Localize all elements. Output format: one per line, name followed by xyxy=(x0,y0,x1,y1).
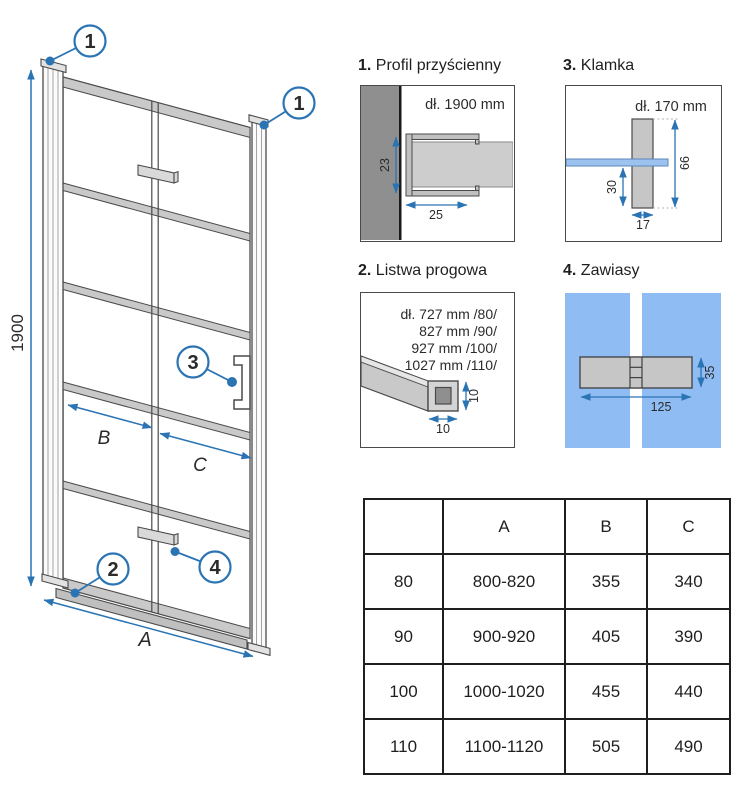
handle-length-label: dł. 170 mm xyxy=(635,99,707,115)
hinge-height-label: 35 xyxy=(703,365,717,380)
leaf-dimension-b-label: B xyxy=(97,428,111,449)
hinge-diagram xyxy=(565,293,721,448)
detail-3-number: 3. xyxy=(563,57,577,74)
handle-diagram xyxy=(566,86,720,240)
table-cell: 340 xyxy=(647,554,730,609)
table-cell: 100 xyxy=(364,664,443,719)
detail-4-box xyxy=(565,293,721,448)
handle-total-label: 66 xyxy=(678,156,692,170)
threshold-diagram xyxy=(361,293,513,446)
handle-lower-dimension xyxy=(605,168,623,206)
detail-2-box xyxy=(360,292,515,448)
table-cell: 110 xyxy=(364,719,443,774)
height-dimension-label: 1900 xyxy=(8,314,27,352)
detail-1-box xyxy=(360,85,515,242)
size-table-header-model xyxy=(364,499,443,554)
table-row xyxy=(364,609,730,664)
callout-1-left-number: 1 xyxy=(84,31,96,53)
table-cell: 390 xyxy=(647,609,730,664)
table-cell: 440 xyxy=(647,664,730,719)
table-cell: 90 xyxy=(364,609,443,664)
table-cell: 1000-1020 xyxy=(443,664,565,719)
handle-width-label: 17 xyxy=(636,218,650,232)
detail-3-label: Klamka xyxy=(580,57,635,74)
detail-3-box xyxy=(565,85,722,242)
callout-1-right-number: 1 xyxy=(293,93,305,115)
callout-4-number: 4 xyxy=(209,557,221,579)
door-drawing xyxy=(0,0,345,690)
glass-panel xyxy=(412,142,513,187)
table-cell: 505 xyxy=(565,719,647,774)
detail-1-number: 1. xyxy=(358,57,372,74)
table-cell: 455 xyxy=(565,664,647,719)
detail-4-title xyxy=(563,262,639,280)
callout-3-number: 3 xyxy=(187,352,199,374)
threshold-height-label: 10 xyxy=(467,389,481,403)
table-row xyxy=(364,719,730,774)
detail-2-number: 2. xyxy=(358,262,372,279)
callout-1-left xyxy=(46,26,106,66)
threshold-width-label: 10 xyxy=(436,422,450,436)
table-row xyxy=(364,554,730,609)
table-cell: 800-820 xyxy=(443,554,565,609)
detail-2-title xyxy=(358,262,487,280)
table-cell: 490 xyxy=(647,719,730,774)
svg-text:927 mm /100/: 927 mm /100/ xyxy=(411,340,497,356)
width-dimension-a-label: A xyxy=(138,629,152,651)
callout-2-number: 2 xyxy=(107,559,119,581)
detail-2-label: Listwa progowa xyxy=(375,262,487,279)
profile-depth-label: 23 xyxy=(378,158,392,172)
detail-3-title xyxy=(563,57,634,75)
table-cell: 1100-1120 xyxy=(443,719,565,774)
threshold-length-labels xyxy=(401,306,498,373)
size-table-header-a: A xyxy=(443,499,565,554)
svg-text:827 mm /90/: 827 mm /90/ xyxy=(419,323,497,339)
leaf-dimension-c-label: C xyxy=(193,455,207,476)
glass-strip xyxy=(566,159,668,166)
callout-1-right xyxy=(260,88,315,130)
detail-1-label: Profil przyścienny xyxy=(375,57,502,74)
profile-width-label: 25 xyxy=(429,208,443,222)
profile-length-label: dł. 1900 mm xyxy=(425,97,505,113)
threshold-height-dimension xyxy=(466,382,481,410)
handle-width-dimension xyxy=(632,215,653,232)
handle-lower-label: 30 xyxy=(605,180,619,194)
threshold-width-dimension xyxy=(429,419,457,436)
table-cell: 355 xyxy=(565,554,647,609)
size-table-header-c: C xyxy=(647,499,730,554)
table-cell: 405 xyxy=(565,609,647,664)
right-wall-profile xyxy=(248,115,270,656)
size-table-header-b: B xyxy=(565,499,647,554)
table-cell: 80 xyxy=(364,554,443,609)
wall-profile-diagram xyxy=(361,86,513,240)
detail-4-label: Zawiasy xyxy=(580,262,640,279)
handle-total-dimension xyxy=(675,120,692,207)
size-table-header-row xyxy=(364,499,730,554)
size-table xyxy=(363,498,731,775)
detail-4-number: 4. xyxy=(563,262,577,279)
detail-1-title xyxy=(358,57,501,75)
height-dimension xyxy=(8,70,31,586)
svg-text:dł. 727 mm /80/: dł. 727 mm /80/ xyxy=(400,306,497,322)
table-cell: 900-920 xyxy=(443,609,565,664)
table-row xyxy=(364,664,730,719)
hinge-width-label: 125 xyxy=(650,400,672,414)
hinge-center-knuckle xyxy=(630,357,642,388)
profile-width-dimension xyxy=(406,205,467,222)
svg-text:1027 mm /110/: 1027 mm /110/ xyxy=(404,357,497,373)
